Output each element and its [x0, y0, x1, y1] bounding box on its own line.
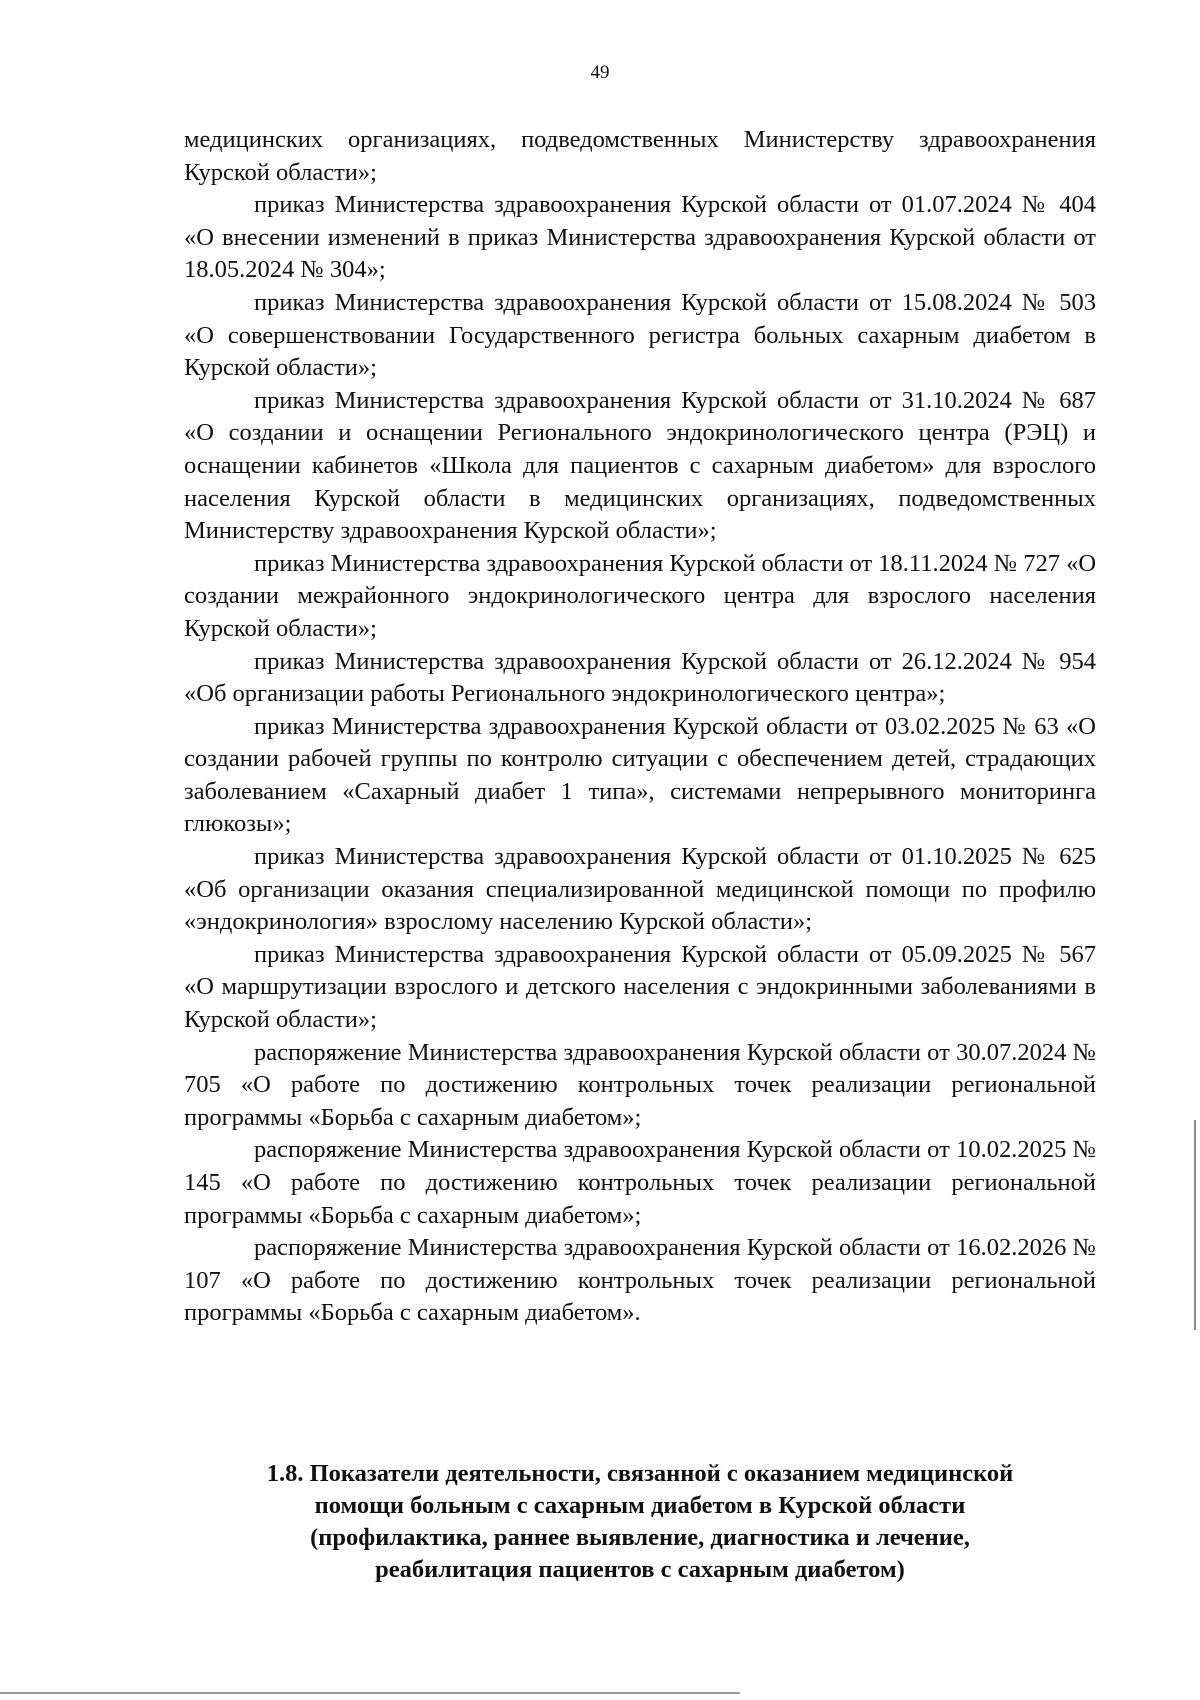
paragraph: приказ Министерства здравоохранения Курской области от 01.10.2025 № 625 «Об организации оказания специализированной медицинской помощи по профилю «эндокринология» взрослому населению Курской области»;	[184, 843, 1096, 936]
paragraph: приказ Министерства здравоохранения Курской области от 01.07.2024 № 404 «О внесении изменений в приказ Министерства здравоохранения Курской области от 18.05.2024 № 304»;	[184, 191, 1096, 284]
paragraph: распоряжение Министерства здравоохранения Курской области от 10.02.2025 № 145 «О работе по достижению контрольных точек реализации региональной программы «Борьба с сахарным диабетом»;	[184, 1136, 1096, 1229]
paragraph: приказ Министерства здравоохранения Курской области от 18.11.2024 № 727 «О создании межрайонного эндокринологического центра для взрослого населения Курской области»;	[184, 549, 1097, 642]
body-text	[184, 124, 1096, 1330]
scan-edge-line	[0, 1692, 740, 1694]
paragraph: распоряжение Министерства здравоохранения Курской области от 30.07.2024 № 705 «О работе по достижению контрольных точек реализации региональной программы «Борьба с сахарным диабетом»;	[184, 1038, 1096, 1131]
paragraph: приказ Министерства здравоохранения Курской области от 31.10.2024 № 687 «О создании и оснащении Регионального эндокринологического центра (РЭЦ) и оснащении кабинетов «Школа для пациентов с сахарным диабетом» для взрослого населения Курской области в медицинских организациях, подведомственных Министерству здравоохранения Курской области»;	[184, 386, 1096, 545]
paragraph: приказ Министерства здравоохранения Курской области от 05.09.2025 № 567 «О маршрутизации взрослого и детского населения с эндокринными заболеваниями в Курской области»;	[184, 940, 1096, 1034]
section-heading-line: реабилитация пациентов с сахарным диабетом)	[375, 1556, 905, 1583]
paragraph: распоряжение Министерства здравоохранения Курской области от 16.02.2026 № 107 «О работе по достижению контрольных точек реализации региональной программы «Борьба с сахарным диабетом».	[184, 1234, 1096, 1327]
section-heading-line: (профилактика, раннее выявление, диагностика и лечение,	[310, 1524, 970, 1551]
section-heading-line: помощи больным с сахарным диабетом в Курской области	[314, 1492, 966, 1519]
paragraph: медицинских организациях, подведомственных Министерству здравоохранения Курской области»;	[184, 126, 1096, 186]
paragraph: приказ Министерства здравоохранения Курской области от 03.02.2025 № 63 «О создании рабочей группы по контролю ситуации с обеспечением детей, страдающих заболеванием «Сахарный диабет 1 типа», системами непрерывного мониторинга глюкозы»;	[184, 712, 1096, 838]
section-heading-line: 1.8. Показатели деятельности, связанной с оказанием медицинской	[266, 1460, 1014, 1487]
paragraph: приказ Министерства здравоохранения Курской области от 26.12.2024 № 954 «Об организации работы Регионального эндокринологического центра»;	[184, 647, 1096, 708]
section-heading	[184, 1458, 1096, 1586]
page-number: 49	[590, 62, 610, 83]
paragraph: приказ Министерства здравоохранения Курской области от 15.08.2024 № 503 «О совершенствовании Государственного регистра больных сахарным диабетом в Курской области»;	[184, 288, 1096, 382]
scan-edge-line	[1194, 1120, 1196, 1330]
